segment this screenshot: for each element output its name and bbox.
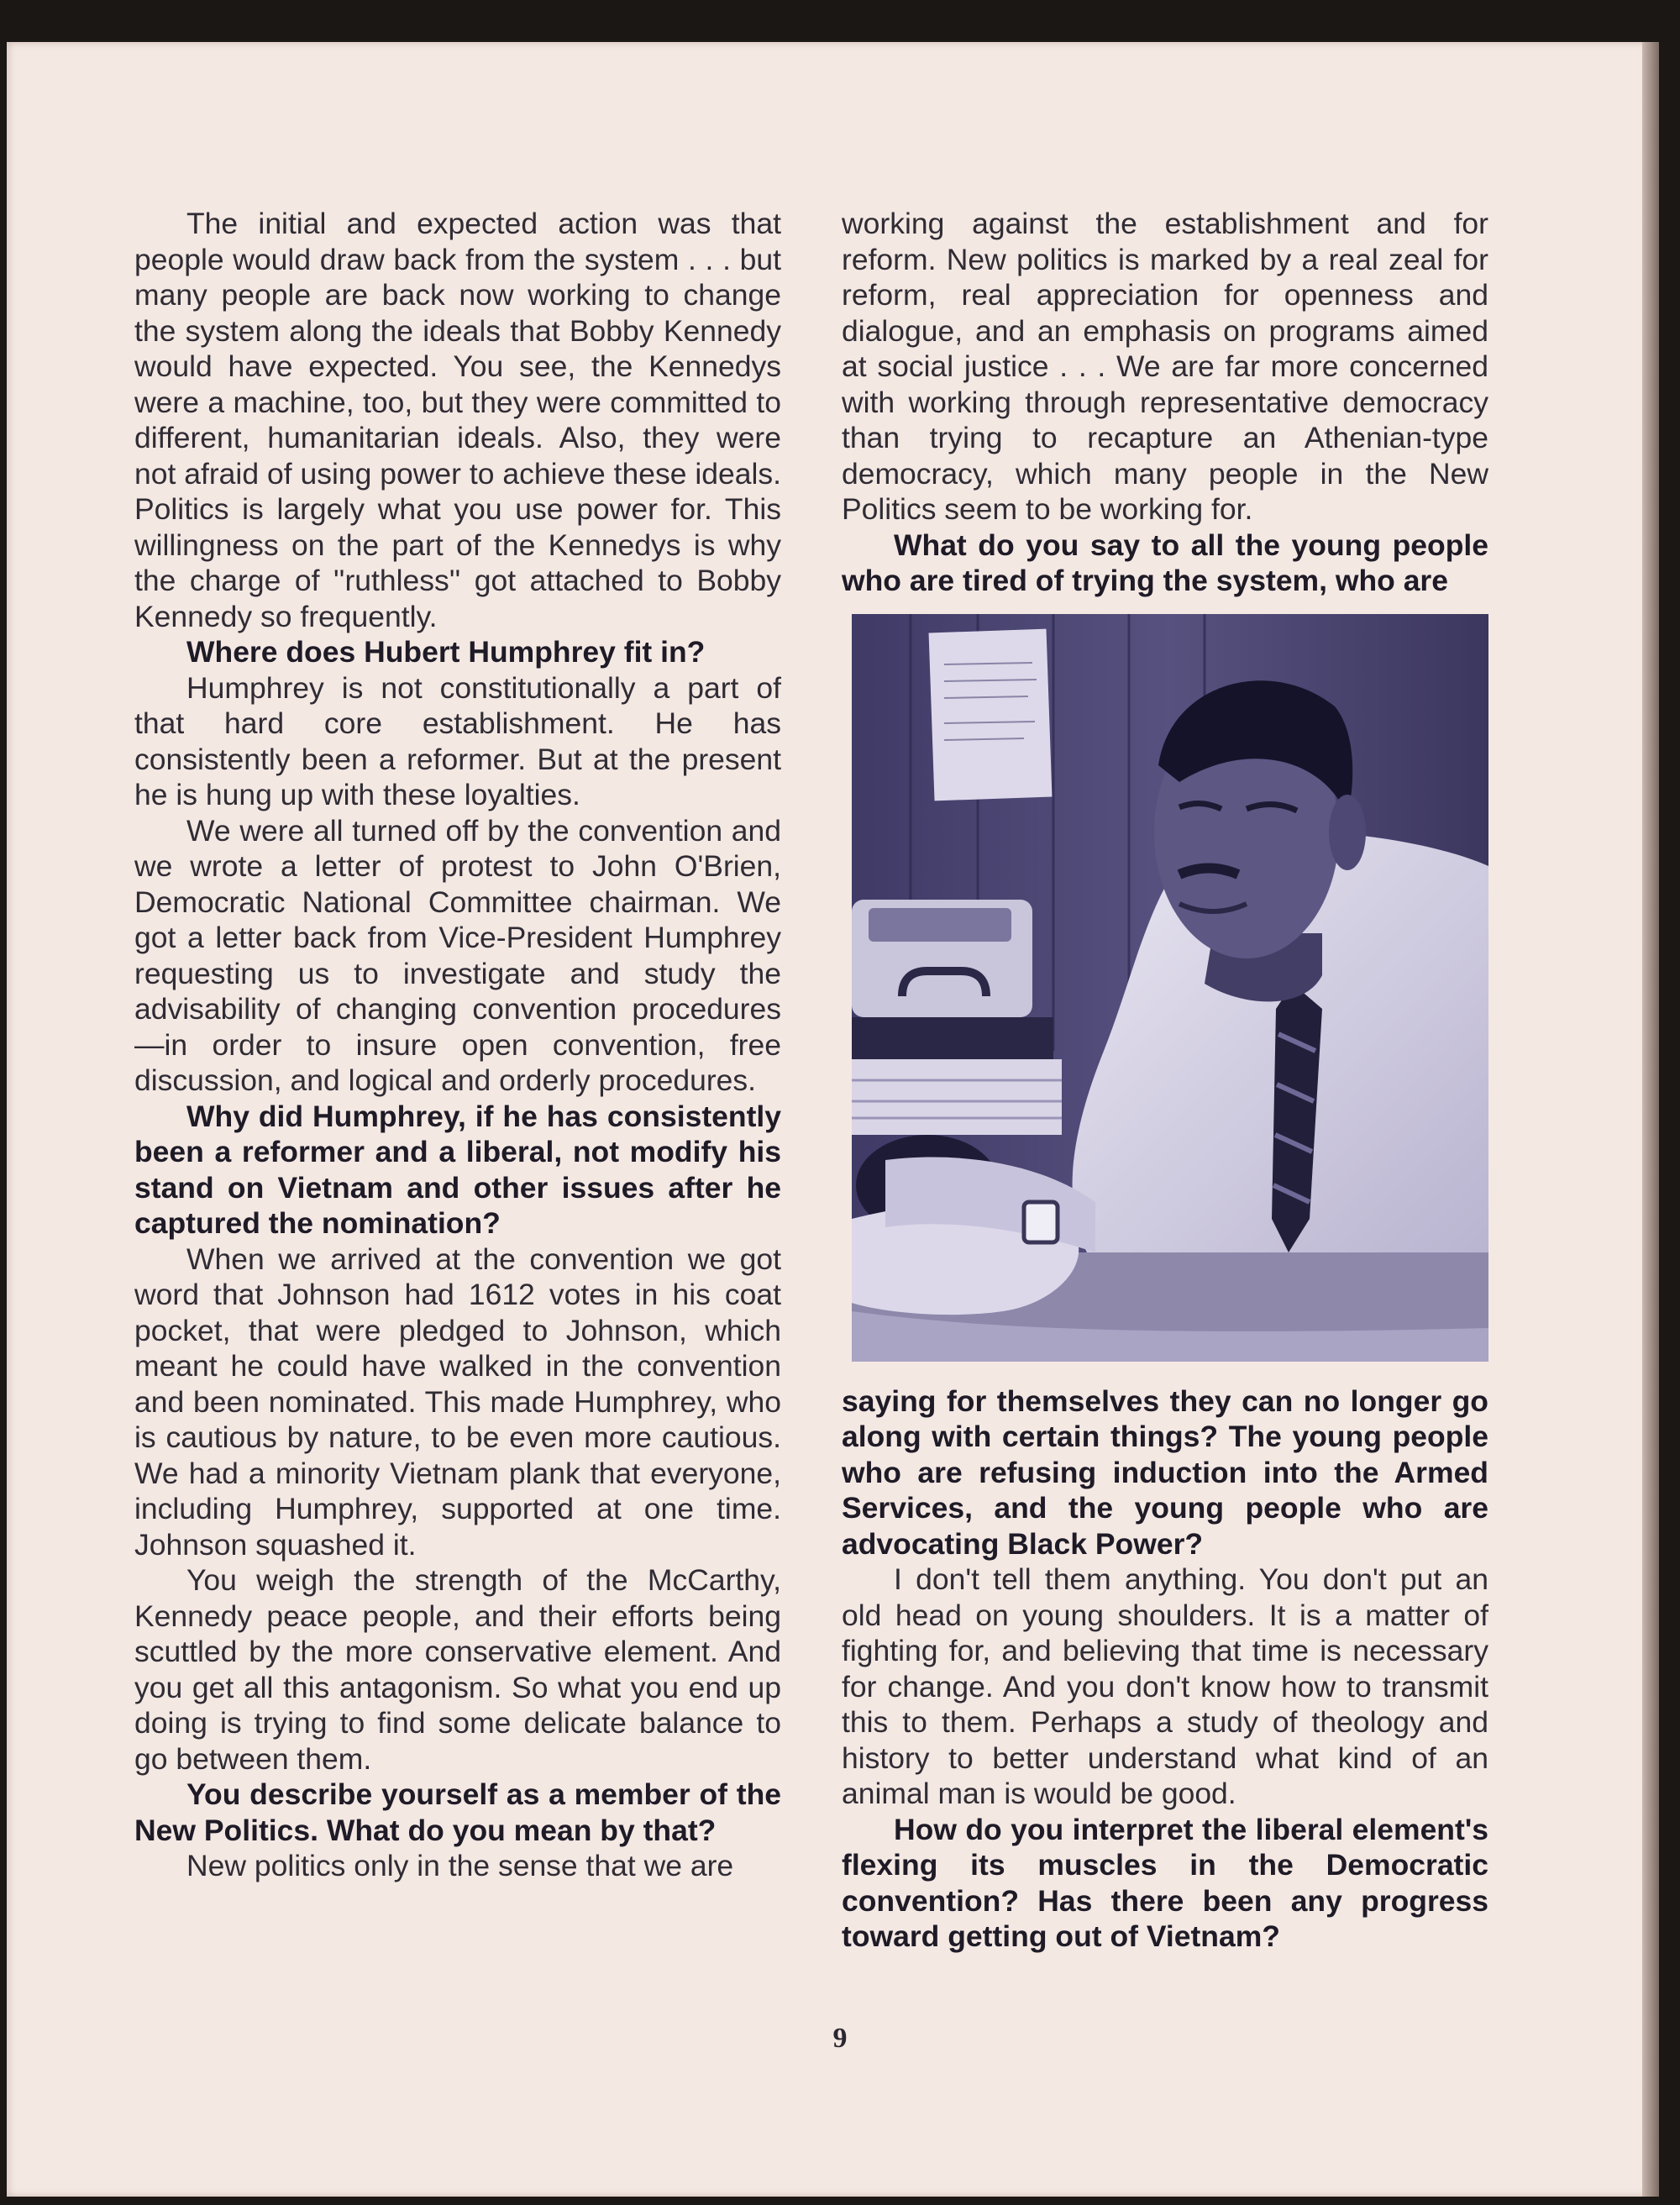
body-paragraph: The initial and expected action was that people would draw back from the system . . . but many people are back now working to change the system along the ideals that Bobby Kennedy would have expected. You see, the Kennedys were a machine, too, but they were committed to different, humanitarian ideals. Also, they were not afraid of using power to achieve these ideals. Politics is largely what you use power for. This willingness on the part of the Kennedys is why the charge of ''ruthless'' got attached to Bobby Kennedy so frequently. [134,207,781,633]
body-paragraph: Humphrey is not constitutionally a part of that hard core establishment. He has consistently been a reformer. But at the present he is hung up with these loyalties. [134,670,781,811]
page-edge-shadow [1642,42,1659,2197]
page-number: 9 [832,2023,848,2054]
body-paragraph: You weigh the strength of the McCarthy, Kennedy peace people, and their efforts being scuttled by the more conservative element. And you get all this antagonism. So what you end up doing is trying to find some delicate balance to go between them. [134,1563,781,1776]
interview-question-continued: saying for themselves they can no longer go along with certain things? The young people who are refusing induction into the Armed Services, and the young people who are advocating Black Power? [842,1383,1488,1561]
left-column [134,206,781,1884]
interview-question: Where does Hubert Humphrey fit in? [186,635,706,669]
body-paragraph: When we arrived at the convention we got word that Johnson had 1612 votes in his coat pocket, that were pledged to Johnson, which meant he could have walked in the convention and been nominated. This made Humphrey, who is cautious by nature, to be even more cautious. We had a minority Vietnam plank that everyone, including Humphrey, supported at one time. Johnson squashed it. [134,1242,781,1562]
body-paragraph: New politics only in the sense that we are [186,1849,734,1882]
interview-question: How do you interpret the liberal element's flexing its muscles in the Democratic convention? Has there been any progress toward getting out of Vietnam? [842,1812,1488,1953]
right-column [842,206,1488,1955]
interview-question: Why did Humphrey, if he has consistently been a reformer and a liberal, not modify his stand on Vietnam and other issues after he captured the nomination? [134,1099,781,1240]
interview-question: You describe yourself as a member of the New Politics. What do you mean by that? [134,1777,781,1847]
body-paragraph: We were all turned off by the convention and we wrote a letter of protest to John O'Brien, Democratic National Committee chairman. We got a letter back from Vice-President Humphrey requesting us to investigate and study the advisability of changing convention procedures—in order to insure open convention, free discussion, and logical and orderly procedures. [134,813,781,1097]
interview-question: What do you say to all the young people who are tired of trying the system, who are [842,528,1488,597]
body-paragraph: I don't tell them anything. You don't put an old head on young shoulders. It is a matter of fighting for, and believing that time is necessary for change. And you don't know how to transmit this to them. Perhaps a study of theology and history to better understand what kind of an animal man is would be good. [842,1562,1488,1810]
portrait-photo-icon [852,614,1488,1362]
body-paragraph-continued: working against the establishment and for reform. New politics is marked by a real zeal for reform, real appreciation for openness and dialogue, and an emphasis on programs aimed at social justice . . . We are far more concerned with working through representative democracy than trying to recapture an Athenian-type democracy, which many people in the New Politics seem to be working for. [842,207,1488,526]
portrait-photo [852,614,1488,1362]
